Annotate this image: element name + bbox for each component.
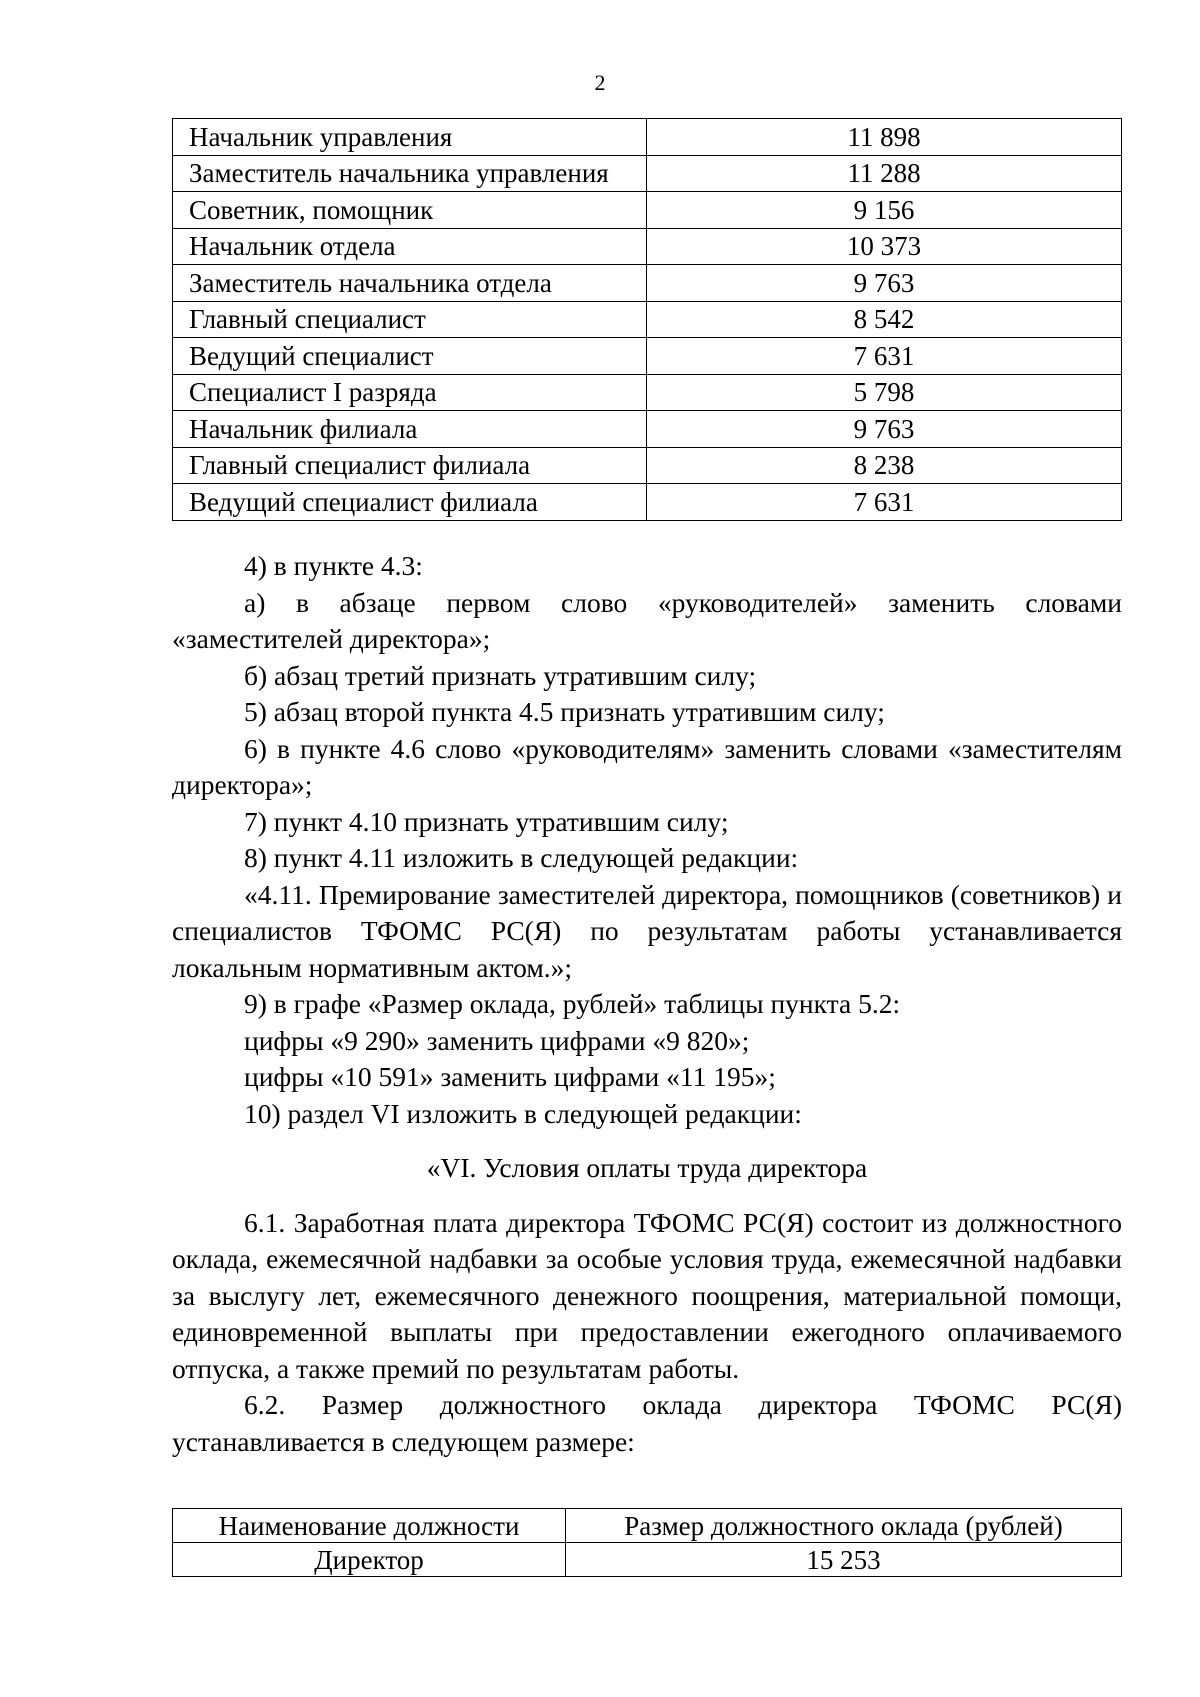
director-salary-table	[172, 1508, 1122, 1577]
paragraph-item-4: 4) в пункте 4.3:	[244, 550, 423, 581]
position-cell: Директор	[173, 1543, 566, 1577]
page-number: 2	[594, 70, 606, 95]
table-row	[173, 119, 1122, 156]
table-row	[173, 447, 1122, 484]
position-cell: Заместитель начальника отдела	[173, 265, 647, 302]
document-body	[172, 548, 1122, 1460]
paragraph-item-4b: б) абзац третий признать утратившим силу;	[244, 659, 757, 691]
position-cell: Советник, помощник	[173, 192, 647, 229]
table-row	[173, 338, 1122, 375]
salary-cell: 10 373	[647, 228, 1122, 265]
paragraph-item-4-11: «4.11. Премирование заместителей директора, помощников (советников) и специалистов ТФОМС РС(Я) по результатам работы устанавливается локальным нормативным актом.»;	[172, 878, 1122, 983]
position-cell: Главный специалист	[173, 301, 647, 338]
position-cell: Главный специалист филиала	[173, 447, 647, 484]
salary-cell: 15 253	[566, 1543, 1122, 1577]
table-row	[173, 411, 1122, 448]
salary-cell: 9 156	[647, 192, 1122, 229]
paragraph-item-6: 6) в пункте 4.6 слово «руководителям» заменить словами «заместителям директора»;	[172, 732, 1122, 800]
paragraph-item-7: 7) пункт 4.10 признать утратившим силу;	[244, 805, 729, 837]
salary-cell: 9 763	[647, 265, 1122, 302]
table-header-row	[173, 1509, 1122, 1543]
table-row	[173, 155, 1122, 192]
position-cell: Заместитель начальника управления	[173, 155, 647, 192]
salary-cell: 9 763	[647, 411, 1122, 448]
paragraph-item-5: 5) абзац второй пункта 4.5 признать утратившим силу;	[244, 696, 885, 727]
position-cell: Начальник отдела	[173, 228, 647, 265]
table-row	[173, 301, 1122, 338]
table-row	[173, 1543, 1122, 1577]
paragraph-item-8: 8) пункт 4.11 изложить в следующей редакции:	[244, 842, 799, 873]
paragraph-item-9: 9) в графе «Размер оклада, рублей» таблицы пункта 5.2:	[244, 988, 901, 1019]
salary-cell: 7 631	[647, 484, 1122, 521]
table-row	[173, 484, 1122, 521]
paragraph-item-4a: а) в абзаце первом слово «руководителей» заменить словами «заместителей директора»;	[172, 586, 1122, 654]
position-cell: Начальник управления	[173, 119, 647, 156]
position-cell: Ведущий специалист филиала	[173, 484, 647, 521]
salary-cell: 11 898	[647, 119, 1122, 156]
paragraph-figures-2: цифры «10 591» заменить цифрами «11 195»;	[244, 1061, 776, 1092]
section-heading: «VI. Условия оплаты труда директора	[426, 1152, 868, 1183]
salary-cell: 7 631	[647, 338, 1122, 375]
header-cell-position: Наименование должности	[173, 1509, 566, 1543]
paragraph-figures-1: цифры «9 290» заменить цифрами «9 820»;	[244, 1024, 750, 1056]
table-row	[173, 374, 1122, 411]
salary-cell: 8 542	[647, 301, 1122, 338]
salary-cell: 8 238	[647, 447, 1122, 484]
paragraph-6-1: 6.1. Заработная плата директора ТФОМС РС(Я) состоит из должностного оклада, ежемесячной надбавки за особые условия труда, ежемесячной надбавки за выслугу лет, ежемесячного денежного поощрения, материальной помощи, единовременной выплаты при предоставлении ежегодного оплачиваемого отпуска, а также премий по результатам работы.	[172, 1206, 1122, 1384]
paragraph-6-2: 6.2. Размер должностного оклада директора ТФОМС РС(Я) устанавливается в следующем размере:	[172, 1389, 1122, 1457]
position-cell: Ведущий специалист	[173, 338, 647, 375]
salary-grade-table	[172, 118, 1122, 521]
paragraph-item-10: 10) раздел VI изложить в следующей редакции:	[244, 1097, 802, 1129]
position-cell: Начальник филиала	[173, 411, 647, 448]
position-cell: Специалист I разряда	[173, 374, 647, 411]
header-cell-salary: Размер должностного оклада (рублей)	[566, 1509, 1122, 1543]
table-row	[173, 265, 1122, 302]
salary-cell: 11 288	[647, 155, 1122, 192]
salary-cell: 5 798	[647, 374, 1122, 411]
table-row	[173, 228, 1122, 265]
table-row	[173, 192, 1122, 229]
